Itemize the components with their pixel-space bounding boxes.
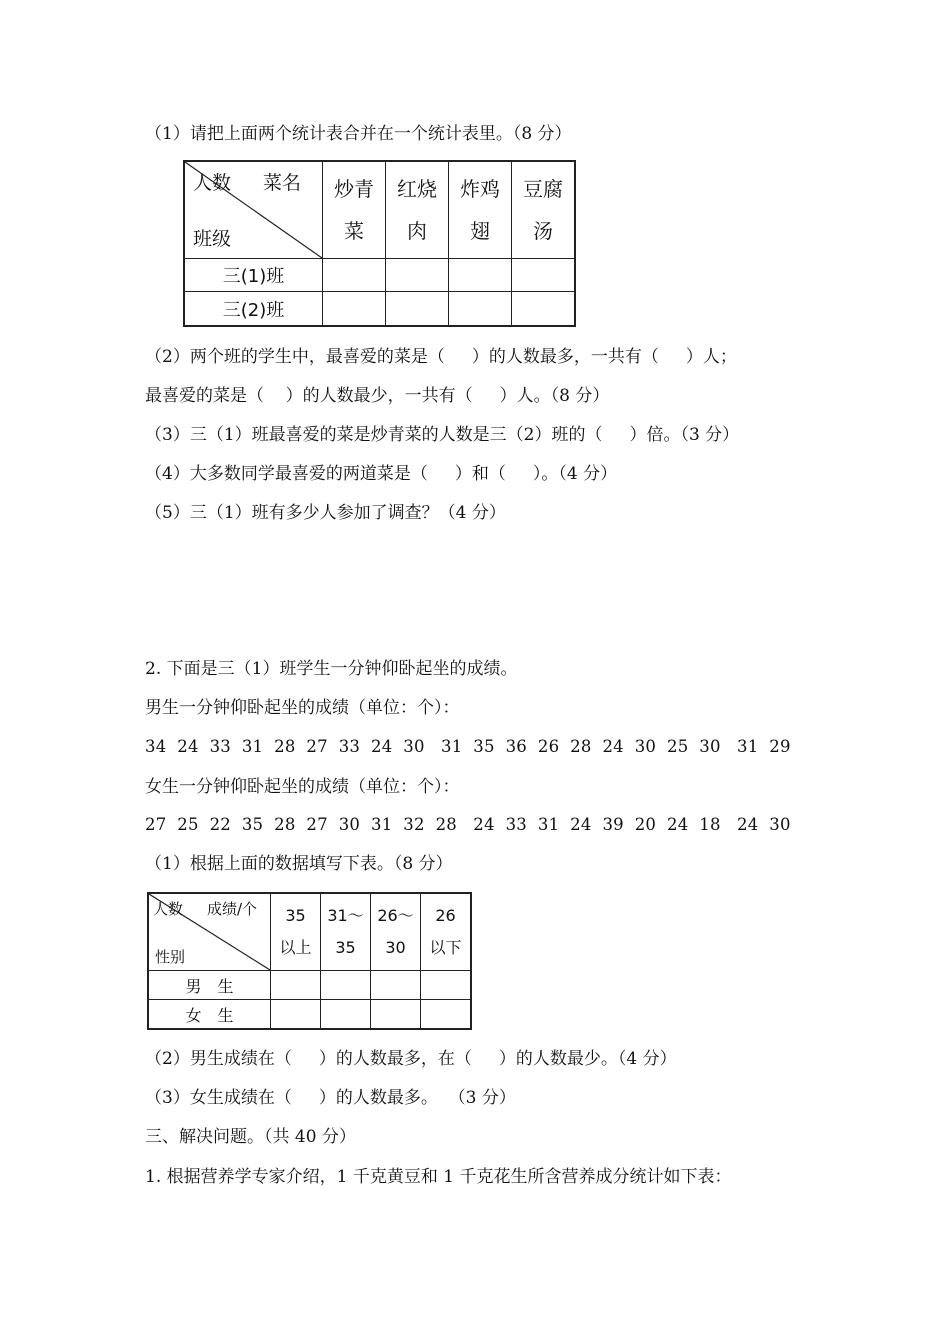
column-header-fried-wings: 炸鸡 翅	[449, 161, 512, 259]
question-2-title: 2. 下面是三（1）班学生一分钟仰卧起坐的成绩。	[145, 659, 518, 679]
blank-cell[interactable]	[323, 259, 386, 292]
girls-scores: 27 25 22 35 28 27 30 31 32 28 24 33 31 24 39 20 24 18 24 30	[145, 815, 791, 834]
blank-cell[interactable]	[386, 259, 449, 292]
table-corner-header	[184, 161, 323, 259]
table-corner-header	[148, 893, 271, 971]
column-header-stir-fried-greens: 炒青 菜	[323, 161, 386, 259]
question-1-1: （1）请把上面两个统计表合并在一个统计表里。（8 分）	[145, 124, 572, 144]
section-3-heading: 三、解决问题。（共 40 分）	[145, 1127, 356, 1147]
column-header-tofu-soup: 豆腐 汤	[512, 161, 576, 259]
boys-scores: 34 24 33 31 28 27 33 24 30 31 35 36 26 28 24 30 25 30 31 29	[145, 737, 791, 756]
question-2-2: （2）男生成绩在（ ）的人数最多，在（ ）的人数最少。（4 分）	[145, 1049, 677, 1069]
table-row	[184, 259, 575, 292]
table-row	[184, 292, 575, 327]
blank-cell[interactable]	[271, 971, 321, 1000]
blank-cell[interactable]	[449, 292, 512, 327]
blank-cell[interactable]	[512, 292, 576, 327]
corner-top-right-label: 成绩/个	[207, 900, 258, 918]
column-header-35-above: 35 以上	[271, 893, 321, 971]
blank-cell[interactable]	[323, 292, 386, 327]
blank-cell[interactable]	[421, 971, 472, 1000]
question-1-2-line1: （2）两个班的学生中，最喜爱的菜是（ ）的人数最多，一共有（ ）人；	[145, 347, 737, 367]
row-label-class-1: 三(1)班	[184, 259, 323, 292]
blank-cell[interactable]	[371, 1000, 421, 1030]
boys-label: 男生一分钟仰卧起坐的成绩（单位：个）：	[145, 698, 460, 718]
row-label-class-2: 三(2)班	[184, 292, 323, 327]
question-1-3: （3）三（1）班最喜爱的菜是炒青菜的人数是三（2）班的（ ）倍。（3 分）	[145, 425, 740, 445]
corner-bottom-label: 性别	[155, 948, 186, 966]
column-header-26-30: 26～ 30	[371, 893, 421, 971]
girls-label: 女生一分钟仰卧起坐的成绩（单位：个）：	[145, 777, 460, 797]
corner-top-left-label: 人数	[153, 900, 184, 918]
column-header-26-below: 26 以下	[421, 893, 472, 971]
question-2-1: （1）根据上面的数据填写下表。（8 分）	[145, 854, 453, 874]
blank-cell[interactable]	[449, 259, 512, 292]
blank-cell[interactable]	[321, 1000, 371, 1030]
blank-cell[interactable]	[271, 1000, 321, 1030]
table-row	[148, 971, 471, 1000]
question-1-5: （5）三（1）班有多少人参加了调查？（4 分）	[145, 503, 506, 523]
row-label-girls: 女 生	[148, 1000, 271, 1030]
blank-cell[interactable]	[421, 1000, 472, 1030]
situp-score-table	[147, 892, 472, 1030]
table-row	[148, 1000, 471, 1030]
row-label-boys: 男 生	[148, 971, 271, 1000]
column-header-braised-pork: 红烧 肉	[386, 161, 449, 259]
dish-preference-table	[183, 160, 576, 327]
question-1-4: （4）大多数同学最喜爱的两道菜是（ ）和（ ）。（4 分）	[145, 464, 618, 484]
corner-top-right-label: 菜名	[263, 172, 302, 194]
question-2-3: （3）女生成绩在（ ）的人数最多。 （3 分）	[145, 1088, 516, 1108]
question-1-2-line2: 最喜爱的菜是（ ）的人数最少，一共有（ ）人。（8 分）	[145, 386, 610, 406]
column-header-31-35: 31～ 35	[321, 893, 371, 971]
corner-top-left-label: 人数	[193, 172, 232, 194]
blank-cell[interactable]	[371, 971, 421, 1000]
corner-bottom-label: 班级	[193, 228, 232, 250]
blank-cell[interactable]	[386, 292, 449, 327]
question-3-1: 1. 根据营养学专家介绍，1 千克黄豆和 1 千克花生所含营养成分统计如下表：	[145, 1167, 732, 1187]
blank-cell[interactable]	[512, 259, 576, 292]
blank-cell[interactable]	[321, 971, 371, 1000]
